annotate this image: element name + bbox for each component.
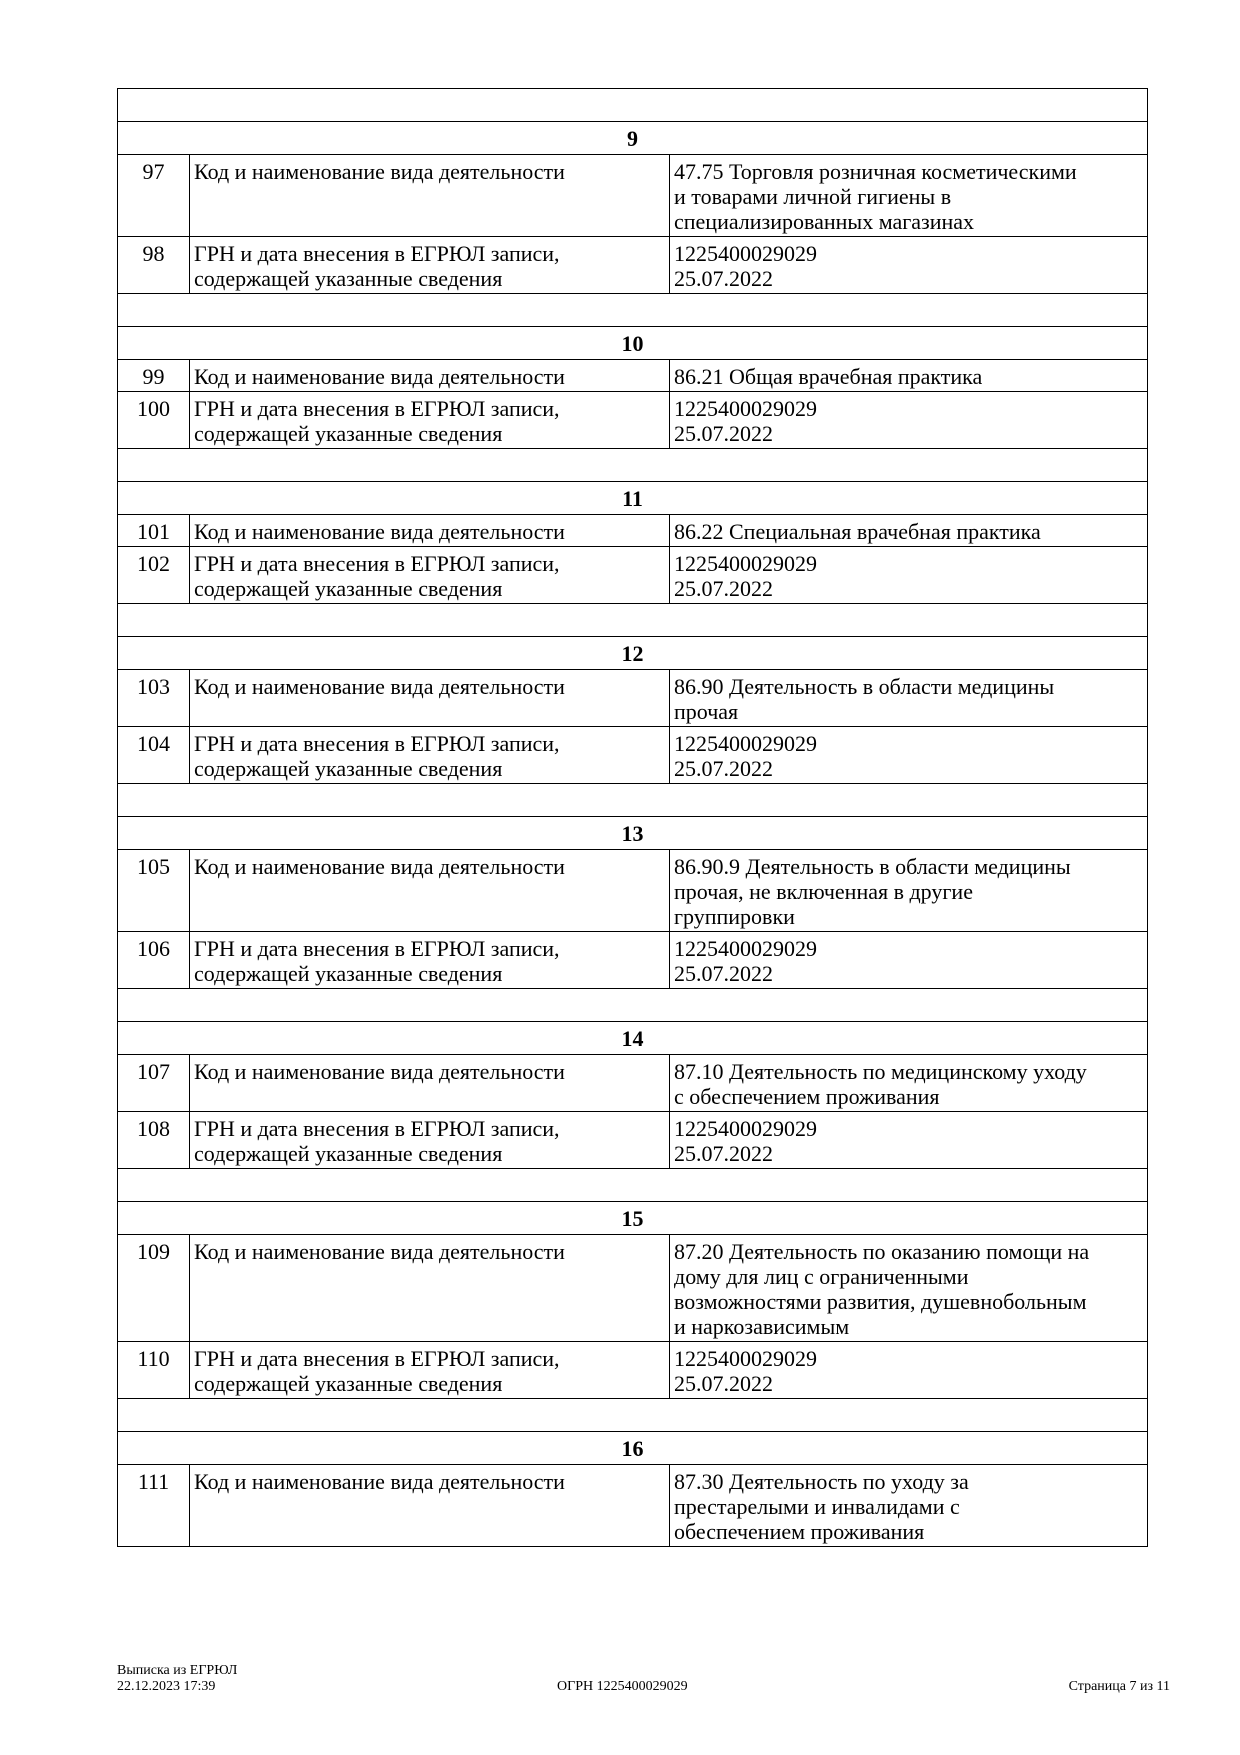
row-label-line: Код и наименование вида деятельности bbox=[194, 159, 565, 184]
row-value-line: 1225400029029 bbox=[674, 1346, 817, 1371]
section-number: 15 bbox=[118, 1202, 1148, 1235]
row-label-line: Код и наименование вида деятельности bbox=[194, 519, 565, 544]
table-row bbox=[118, 515, 1148, 547]
row-number: 104 bbox=[118, 727, 190, 784]
section-number: 11 bbox=[118, 482, 1148, 515]
row-label-line: ГРН и дата внесения в ЕГРЮЛ записи, bbox=[194, 241, 560, 266]
section-number: 13 bbox=[118, 817, 1148, 850]
row-value-line: 86.22 Специальная врачебная практика bbox=[674, 519, 1041, 544]
section-header-row bbox=[118, 817, 1148, 850]
row-label-line: ГРН и дата внесения в ЕГРЮЛ записи, bbox=[194, 731, 560, 756]
row-value-line: престарелыми и инвалидами с bbox=[674, 1494, 960, 1519]
row-value bbox=[670, 1465, 1148, 1547]
row-number: 108 bbox=[118, 1112, 190, 1169]
section-spacer-cell bbox=[118, 1169, 1148, 1202]
row-label bbox=[190, 547, 670, 604]
row-number: 99 bbox=[118, 360, 190, 392]
section-spacer-row bbox=[118, 449, 1148, 482]
section-spacer-cell bbox=[118, 604, 1148, 637]
row-value-line: 1225400029029 bbox=[674, 396, 817, 421]
row-label-line: ГРН и дата внесения в ЕГРЮЛ записи, bbox=[194, 1346, 560, 1371]
section-number: 14 bbox=[118, 1022, 1148, 1055]
section-number: 9 bbox=[118, 122, 1148, 155]
row-label bbox=[190, 1055, 670, 1112]
row-label bbox=[190, 515, 670, 547]
section-header-row bbox=[118, 482, 1148, 515]
row-value bbox=[670, 727, 1148, 784]
section-header-row bbox=[118, 327, 1148, 360]
row-value-line: 25.07.2022 bbox=[674, 756, 773, 781]
row-label bbox=[190, 670, 670, 727]
row-value bbox=[670, 237, 1148, 294]
row-label-line: Код и наименование вида деятельности bbox=[194, 674, 565, 699]
row-value-line: обеспечением проживания bbox=[674, 1519, 925, 1544]
row-number: 107 bbox=[118, 1055, 190, 1112]
row-value bbox=[670, 547, 1148, 604]
row-number: 102 bbox=[118, 547, 190, 604]
row-label-line: Код и наименование вида деятельности bbox=[194, 1469, 565, 1494]
row-value-line: 25.07.2022 bbox=[674, 266, 773, 291]
row-value-line: 25.07.2022 bbox=[674, 421, 773, 446]
row-label bbox=[190, 727, 670, 784]
row-value-line: возможностями развития, душевнобольным bbox=[674, 1289, 1087, 1314]
row-value-line: 1225400029029 bbox=[674, 936, 817, 961]
row-value-line: 86.21 Общая врачебная практика bbox=[674, 364, 983, 389]
row-value-line: специализированных магазинах bbox=[674, 209, 975, 234]
row-label-line: Код и наименование вида деятельности bbox=[194, 1239, 565, 1264]
row-label-line: содержащей указанные сведения bbox=[194, 1371, 503, 1396]
section-spacer-row bbox=[118, 989, 1148, 1022]
row-label-line: Код и наименование вида деятельности bbox=[194, 854, 565, 879]
row-label bbox=[190, 850, 670, 932]
table-row bbox=[118, 727, 1148, 784]
row-label bbox=[190, 1465, 670, 1547]
row-value-line: 1225400029029 bbox=[674, 241, 817, 266]
section-spacer-cell bbox=[118, 294, 1148, 327]
table-row bbox=[118, 1342, 1148, 1399]
row-label-line: Код и наименование вида деятельности bbox=[194, 364, 565, 389]
row-label-line: содержащей указанные сведения bbox=[194, 1141, 503, 1166]
footer-left bbox=[117, 1663, 237, 1695]
table-row bbox=[118, 1112, 1148, 1169]
row-label-line: Код и наименование вида деятельности bbox=[194, 1059, 565, 1084]
footer-doc-title: Выписка из ЕГРЮЛ bbox=[117, 1663, 238, 1678]
row-number: 106 bbox=[118, 932, 190, 989]
row-value bbox=[670, 850, 1148, 932]
section-spacer-cell bbox=[118, 449, 1148, 482]
row-value-line: 25.07.2022 bbox=[674, 961, 773, 986]
footer-datetime: 22.12.2023 17:39 bbox=[117, 1679, 216, 1694]
row-label-line: содержащей указанные сведения bbox=[194, 756, 503, 781]
section-spacer-row bbox=[118, 784, 1148, 817]
row-number: 110 bbox=[118, 1342, 190, 1399]
section-number: 10 bbox=[118, 327, 1148, 360]
section-spacer-cell bbox=[118, 989, 1148, 1022]
section-spacer-cell bbox=[118, 1399, 1148, 1432]
table-row bbox=[118, 392, 1148, 449]
row-value bbox=[670, 1112, 1148, 1169]
table-row bbox=[118, 547, 1148, 604]
row-number: 100 bbox=[118, 392, 190, 449]
row-value-line: и товарами личной гигиены в bbox=[674, 184, 952, 209]
row-label-line: содержащей указанные сведения bbox=[194, 421, 503, 446]
section-spacer-row bbox=[118, 89, 1148, 122]
row-number: 98 bbox=[118, 237, 190, 294]
section-header-row bbox=[118, 122, 1148, 155]
table-row bbox=[118, 1465, 1148, 1547]
row-label-line: ГРН и дата внесения в ЕГРЮЛ записи, bbox=[194, 396, 560, 421]
activities-table bbox=[117, 88, 1148, 1547]
table-row bbox=[118, 670, 1148, 727]
section-header-row bbox=[118, 1022, 1148, 1055]
row-value-line: дому для лиц с ограниченными bbox=[674, 1264, 969, 1289]
section-spacer-row bbox=[118, 294, 1148, 327]
row-number: 105 bbox=[118, 850, 190, 932]
table-row bbox=[118, 237, 1148, 294]
table-row bbox=[118, 932, 1148, 989]
row-value bbox=[670, 155, 1148, 237]
table-row bbox=[118, 1235, 1148, 1342]
row-label bbox=[190, 237, 670, 294]
row-value bbox=[670, 515, 1148, 547]
section-spacer-row bbox=[118, 1169, 1148, 1202]
row-label bbox=[190, 155, 670, 237]
row-value-line: 87.20 Деятельность по оказанию помощи на bbox=[674, 1239, 1090, 1264]
section-header-row bbox=[118, 1432, 1148, 1465]
section-header-row bbox=[118, 1202, 1148, 1235]
row-value bbox=[670, 1342, 1148, 1399]
row-label-line: ГРН и дата внесения в ЕГРЮЛ записи, bbox=[194, 936, 560, 961]
row-value-line: 1225400029029 bbox=[674, 551, 817, 576]
section-spacer-cell bbox=[118, 784, 1148, 817]
table-row bbox=[118, 850, 1148, 932]
section-header-row bbox=[118, 637, 1148, 670]
row-label-line: содержащей указанные сведения bbox=[194, 576, 503, 601]
row-number: 111 bbox=[118, 1465, 190, 1547]
row-value-line: 1225400029029 bbox=[674, 1116, 817, 1141]
row-label bbox=[190, 1342, 670, 1399]
table-row bbox=[118, 155, 1148, 237]
row-number: 97 bbox=[118, 155, 190, 237]
footer-page-number: Страница 7 из 11 bbox=[1068, 1679, 1170, 1694]
row-label bbox=[190, 360, 670, 392]
row-value bbox=[670, 1055, 1148, 1112]
row-value-line: 86.90 Деятельность в области медицины bbox=[674, 674, 1055, 699]
row-label-line: ГРН и дата внесения в ЕГРЮЛ записи, bbox=[194, 551, 560, 576]
row-number: 103 bbox=[118, 670, 190, 727]
row-value bbox=[670, 1235, 1148, 1342]
section-spacer-cell bbox=[118, 89, 1148, 122]
row-value bbox=[670, 932, 1148, 989]
footer-ogrn: ОГРН 1225400029029 bbox=[557, 1679, 688, 1694]
row-label bbox=[190, 392, 670, 449]
row-number: 109 bbox=[118, 1235, 190, 1342]
row-label-line: ГРН и дата внесения в ЕГРЮЛ записи, bbox=[194, 1116, 560, 1141]
row-value-line: прочая bbox=[674, 699, 739, 724]
section-spacer-row bbox=[118, 604, 1148, 637]
row-label-line: содержащей указанные сведения bbox=[194, 266, 503, 291]
section-number: 12 bbox=[118, 637, 1148, 670]
table-row bbox=[118, 1055, 1148, 1112]
row-label bbox=[190, 1112, 670, 1169]
row-label-line: содержащей указанные сведения bbox=[194, 961, 503, 986]
row-label bbox=[190, 1235, 670, 1342]
row-value-line: 47.75 Торговля розничная косметическими bbox=[674, 159, 1077, 184]
section-spacer-row bbox=[118, 1399, 1148, 1432]
row-value-line: 87.10 Деятельность по медицинскому уходу bbox=[674, 1059, 1087, 1084]
row-value-line: и наркозависимым bbox=[674, 1314, 850, 1339]
row-value-line: с обеспечением проживания bbox=[674, 1084, 940, 1109]
row-number: 101 bbox=[118, 515, 190, 547]
row-value bbox=[670, 670, 1148, 727]
row-label bbox=[190, 932, 670, 989]
section-number: 16 bbox=[118, 1432, 1148, 1465]
row-value bbox=[670, 392, 1148, 449]
row-value bbox=[670, 360, 1148, 392]
row-value-line: 25.07.2022 bbox=[674, 1141, 773, 1166]
row-value-line: 25.07.2022 bbox=[674, 1371, 773, 1396]
activities-table-body bbox=[118, 89, 1148, 1547]
table-row bbox=[118, 360, 1148, 392]
row-value-line: прочая, не включенная в другие bbox=[674, 879, 973, 904]
row-value-line: 86.90.9 Деятельность в области медицины bbox=[674, 854, 1071, 879]
row-value-line: 87.30 Деятельность по уходу за bbox=[674, 1469, 969, 1494]
row-value-line: 25.07.2022 bbox=[674, 576, 773, 601]
row-value-line: группировки bbox=[674, 904, 795, 929]
row-value-line: 1225400029029 bbox=[674, 731, 817, 756]
